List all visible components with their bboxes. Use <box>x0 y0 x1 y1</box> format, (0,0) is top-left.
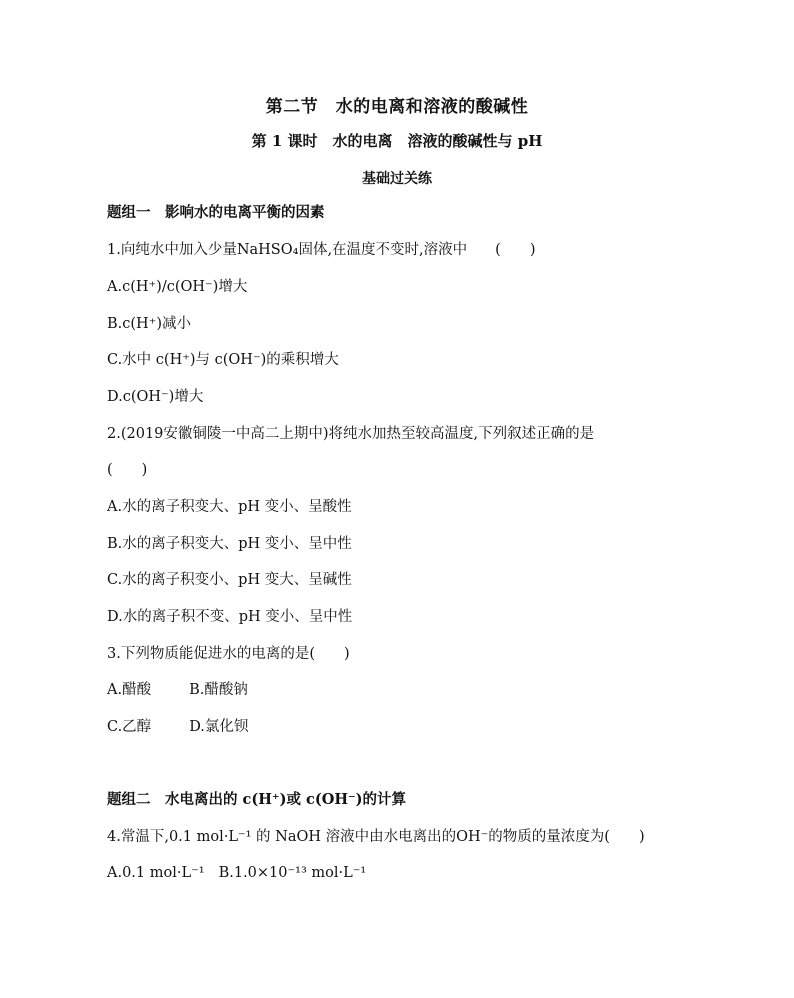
question-3-stem: 3.下列物质能促进水的电离的是( ) <box>107 646 350 662</box>
question-1-stem <box>107 240 536 260</box>
question-2-stem: 2.(2019安徽铜陵一中高二上期中)将纯水加热至较高温度,下列叙述正确的是 <box>107 426 595 442</box>
question-1-option-d: D.c(OH⁻)增大 <box>107 389 204 405</box>
question-1-text: 1.向纯水中加入少量NaHSO₄固体,在温度不变时,溶液中 <box>107 242 468 258</box>
question-4-option-b: B.1.0×10⁻¹³ mol·L⁻¹ <box>218 865 367 881</box>
question-3-options-row1 <box>107 680 248 700</box>
question-1-answer-paren: ( ) <box>495 242 536 258</box>
question-3-option-a: A.醋酸 <box>107 682 152 698</box>
question-4-options-row1 <box>107 863 366 883</box>
question-2-answer-paren: ( ) <box>107 462 148 478</box>
section-heading: 基础过关练 <box>362 171 432 187</box>
question-1-option-a: A.c(H⁺)/c(OH⁻)增大 <box>107 279 248 295</box>
question-2-option-a: A.水的离子积变大、pH 变小、呈酸性 <box>107 499 352 515</box>
question-3-option-b: B.醋酸钠 <box>189 682 248 698</box>
group1-heading: 题组一 影响水的电离平衡的因素 <box>107 204 325 221</box>
question-4-stem: 4.常温下,0.1 mol·L⁻¹ 的 NaOH 溶液中由水电离出的OH⁻的物质的量浓度为( ) <box>107 829 645 845</box>
question-3-option-d: D.氯化钡 <box>189 719 249 735</box>
question-4-option-a: A.0.1 mol·L⁻¹ <box>107 865 205 881</box>
question-2-option-b: B.水的离子积变大、pH 变小、呈中性 <box>107 536 352 552</box>
question-3-options-row2 <box>107 717 248 737</box>
lesson-subtitle: 第 1 课时 水的电离 溶液的酸碱性与 pH <box>251 132 543 150</box>
question-1-option-b: B.c(H⁺)减小 <box>107 316 191 332</box>
page-title: 第二节 水的电离和溶液的酸碱性 <box>265 97 529 117</box>
group2-heading: 题组二 水电离出的 c(H⁺)或 c(OH⁻)的计算 <box>107 791 407 808</box>
question-2-option-d: D.水的离子积不变、pH 变小、呈中性 <box>107 609 353 625</box>
question-1-option-c: C.水中 c(H⁺)与 c(OH⁻)的乘积增大 <box>107 352 339 368</box>
question-3-option-c: C.乙醇 <box>107 719 152 735</box>
question-2-option-c: C.水的离子积变小、pH 变大、呈碱性 <box>107 572 352 588</box>
